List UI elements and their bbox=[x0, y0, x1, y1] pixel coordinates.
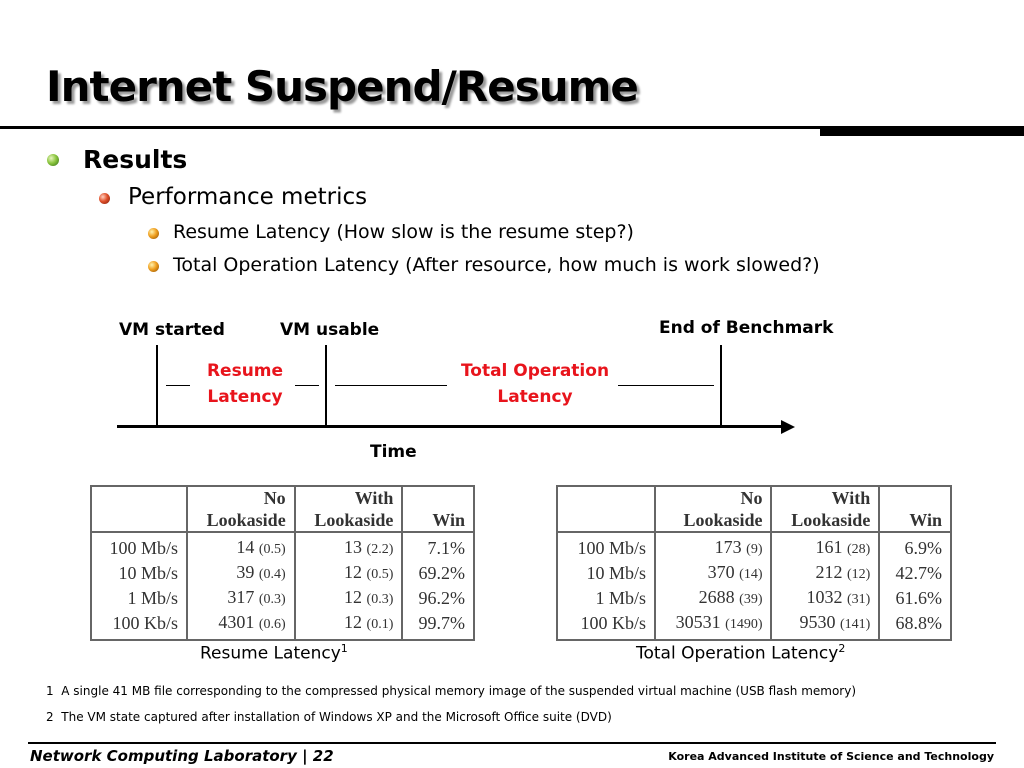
cell-win: 7.1% bbox=[427, 538, 465, 558]
span-line bbox=[335, 385, 447, 386]
cell-bandwidth: 100 Mb/s bbox=[91, 532, 187, 561]
bullet-performance-metrics: Performance metrics bbox=[128, 184, 368, 210]
header-text: Lookaside bbox=[791, 510, 871, 530]
cell-no-lookaside bbox=[187, 561, 295, 586]
header-with-lookaside bbox=[771, 486, 879, 532]
cell-stddev: (2.2) bbox=[366, 542, 394, 557]
cell-stddev: (14) bbox=[739, 567, 763, 582]
cell-with-lookaside bbox=[295, 561, 403, 586]
time-axis bbox=[117, 425, 783, 428]
cell-stddev: (28) bbox=[846, 542, 871, 557]
footnote-text: The VM state captured after installation of Windows XP and the Microsoft Office suite (DVD) bbox=[61, 710, 612, 724]
cell-no-lookaside bbox=[187, 611, 295, 640]
caption-text: Total Operation Latency bbox=[636, 643, 839, 664]
header-win: Win bbox=[432, 510, 465, 530]
cell-value: 370 bbox=[707, 562, 735, 582]
cell-bandwidth: 100 Mb/s bbox=[557, 532, 655, 561]
cell-stddev: (0.4) bbox=[258, 567, 286, 582]
footnote-text: A single 41 MB file corresponding to the compressed physical memory image of the suspended virtual machine (USB flash memory) bbox=[61, 684, 857, 698]
header-text: Lookaside bbox=[314, 510, 394, 530]
header-with-lookaside bbox=[295, 486, 403, 532]
cell-win: 96.2% bbox=[418, 588, 465, 608]
cell-win: 61.6% bbox=[895, 588, 942, 608]
cell-value: 9530 bbox=[799, 612, 836, 632]
caption-text: Resume Latency bbox=[200, 643, 341, 664]
cell-bandwidth: 10 Mb/s bbox=[91, 561, 187, 586]
bullet-results: Results bbox=[83, 145, 188, 174]
resume-latency-table bbox=[90, 485, 475, 641]
cell-no-lookaside bbox=[187, 586, 295, 611]
total-operation-latency-table bbox=[556, 485, 952, 641]
cell-stddev: (1490) bbox=[725, 617, 763, 632]
table-row bbox=[91, 561, 474, 586]
bullet-red-icon bbox=[99, 193, 110, 204]
bullet-orange-icon bbox=[148, 228, 159, 239]
cell-no-lookaside bbox=[187, 532, 295, 561]
table-row bbox=[557, 611, 951, 640]
bullet-green-icon bbox=[47, 154, 59, 166]
cell-value: 12 bbox=[344, 562, 363, 582]
span-line bbox=[618, 385, 714, 386]
header-text: Lookaside bbox=[206, 510, 286, 530]
table-row bbox=[91, 532, 474, 561]
cell-bandwidth: 1 Mb/s bbox=[557, 586, 655, 611]
cell-bandwidth: 100 Kb/s bbox=[91, 611, 187, 640]
cell-value: 39 bbox=[236, 562, 255, 582]
footnote-1 bbox=[46, 684, 856, 698]
cell-win: 69.2% bbox=[418, 563, 465, 583]
cell-bandwidth: 100 Kb/s bbox=[557, 611, 655, 640]
cell-with-lookaside bbox=[295, 532, 403, 561]
cell-value: 173 bbox=[714, 537, 742, 557]
footer-institute: Korea Advanced Institute of Science and Technology bbox=[668, 750, 994, 763]
cell-stddev: (0.1) bbox=[366, 617, 394, 632]
cell-with-lookaside bbox=[771, 586, 879, 611]
cell-stddev: (0.6) bbox=[258, 617, 286, 632]
time-axis-arrow-icon bbox=[781, 420, 795, 434]
footer-divider bbox=[28, 742, 996, 744]
cell-no-lookaside bbox=[655, 532, 771, 561]
cell-no-lookaside bbox=[655, 561, 771, 586]
caption-resume-latency bbox=[200, 642, 348, 664]
span-line bbox=[166, 385, 190, 386]
cell-value: 212 bbox=[815, 562, 843, 582]
bullet-orange-icon bbox=[148, 261, 159, 272]
slide-title: Internet Suspend/Resume bbox=[46, 62, 638, 111]
label-total-operation-latency bbox=[460, 358, 610, 410]
cell-stddev: (0.5) bbox=[366, 567, 394, 582]
header-bandwidth bbox=[557, 486, 655, 532]
span-line bbox=[295, 385, 319, 386]
cell-stddev: (0.3) bbox=[258, 592, 286, 607]
cell-value: 161 bbox=[815, 537, 843, 557]
header-text: No bbox=[263, 488, 286, 508]
header-text: Lookaside bbox=[683, 510, 763, 530]
title-divider-accent bbox=[820, 126, 1024, 136]
caption-footnote-ref: 1 bbox=[340, 642, 348, 655]
header-text: With bbox=[831, 488, 871, 508]
label-resume-latency-line2: Latency bbox=[207, 387, 283, 407]
cell-value: 30531 bbox=[675, 612, 721, 632]
footnote-2 bbox=[46, 710, 612, 724]
label-resume-latency-line1: Resume bbox=[206, 361, 284, 381]
label-total-op-line1: Total Operation bbox=[460, 361, 610, 381]
table-row bbox=[91, 611, 474, 640]
marker-end-of-benchmark bbox=[720, 345, 722, 425]
caption-total-operation-latency bbox=[636, 642, 845, 664]
cell-value: 12 bbox=[344, 587, 363, 607]
cell-with-lookaside bbox=[771, 561, 879, 586]
label-vm-started: VM started bbox=[119, 320, 225, 340]
label-total-op-line2: Latency bbox=[497, 387, 573, 407]
caption-footnote-ref: 2 bbox=[838, 642, 846, 655]
cell-value: 14 bbox=[236, 537, 255, 557]
label-resume-latency bbox=[205, 358, 285, 410]
cell-with-lookaside bbox=[771, 611, 879, 640]
cell-value: 1032 bbox=[806, 587, 843, 607]
footnote-number: 1 bbox=[46, 684, 54, 698]
cell-no-lookaside bbox=[655, 586, 771, 611]
header-win: Win bbox=[909, 510, 942, 530]
cell-no-lookaside bbox=[655, 611, 771, 640]
header-bandwidth bbox=[91, 486, 187, 532]
cell-win: 42.7% bbox=[895, 563, 942, 583]
cell-bandwidth: 10 Mb/s bbox=[557, 561, 655, 586]
cell-stddev: (141) bbox=[839, 617, 871, 632]
cell-value: 13 bbox=[344, 537, 363, 557]
bullet-resume-latency: Resume Latency (How slow is the resume step?) bbox=[173, 221, 634, 243]
cell-stddev: (9) bbox=[746, 542, 763, 557]
table-row bbox=[557, 561, 951, 586]
label-end-of-benchmark: End of Benchmark bbox=[659, 318, 834, 338]
cell-bandwidth: 1 Mb/s bbox=[91, 586, 187, 611]
table-row bbox=[91, 586, 474, 611]
bullet-total-operation-latency: Total Operation Latency (After resource, how much is work slowed?) bbox=[173, 254, 820, 276]
cell-win: 68.8% bbox=[895, 613, 942, 633]
header-no-lookaside bbox=[655, 486, 771, 532]
cell-stddev: (31) bbox=[846, 592, 871, 607]
cell-value: 2688 bbox=[698, 587, 735, 607]
cell-win: 6.9% bbox=[904, 538, 942, 558]
cell-with-lookaside bbox=[295, 611, 403, 640]
header-text: No bbox=[740, 488, 763, 508]
table-row bbox=[557, 532, 951, 561]
label-time: Time bbox=[370, 442, 417, 462]
marker-vm-started bbox=[156, 345, 158, 425]
cell-value: 317 bbox=[227, 587, 255, 607]
table-row bbox=[557, 586, 951, 611]
marker-vm-usable bbox=[325, 345, 327, 425]
cell-with-lookaside bbox=[295, 586, 403, 611]
cell-stddev: (0.5) bbox=[258, 542, 286, 557]
cell-value: 4301 bbox=[218, 612, 255, 632]
cell-stddev: (0.3) bbox=[366, 592, 394, 607]
header-text: With bbox=[354, 488, 394, 508]
cell-stddev: (12) bbox=[846, 567, 871, 582]
footnote-number: 2 bbox=[46, 710, 54, 724]
cell-win: 99.7% bbox=[418, 613, 465, 633]
header-no-lookaside bbox=[187, 486, 295, 532]
label-vm-usable: VM usable bbox=[280, 320, 380, 340]
cell-value: 12 bbox=[344, 612, 363, 632]
footer-lab-page: Network Computing Laboratory | 22 bbox=[30, 747, 334, 765]
cell-stddev: (39) bbox=[739, 592, 763, 607]
table-header-row bbox=[557, 486, 951, 532]
cell-with-lookaside bbox=[771, 532, 879, 561]
table-header-row bbox=[91, 486, 474, 532]
